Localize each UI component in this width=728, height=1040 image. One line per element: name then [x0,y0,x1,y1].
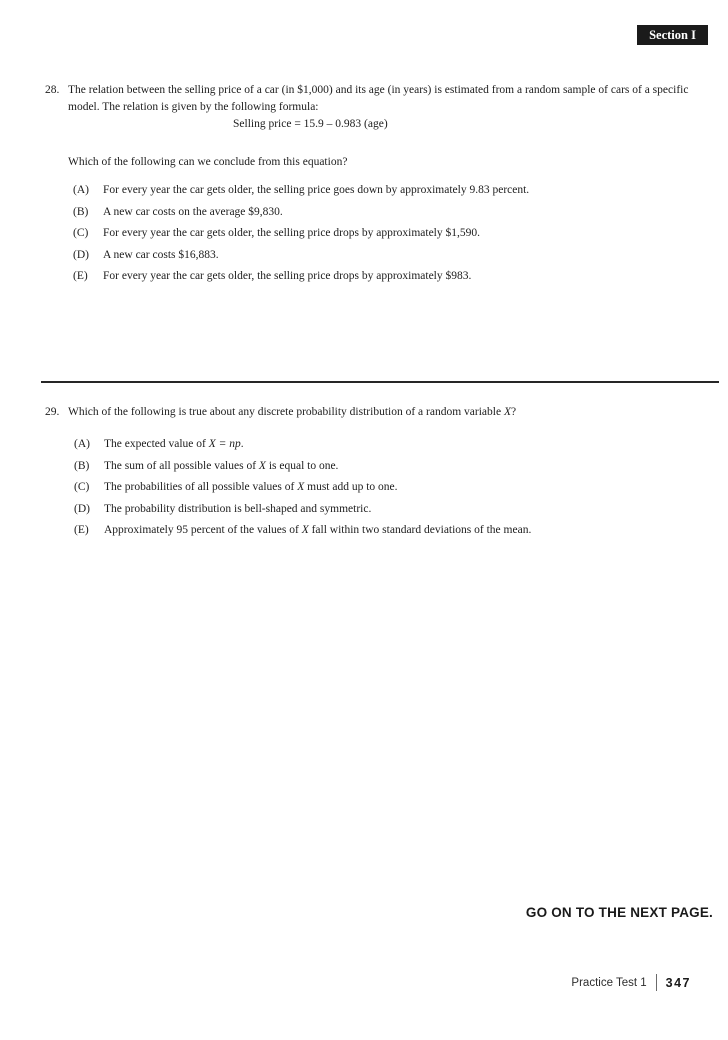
question-29-number: 29. [45,406,60,418]
question-29 [45,404,713,421]
option-letter: (E) [73,270,88,282]
option-text-pre: A new car costs $16,883. [103,248,219,261]
question-divider-rule [41,381,719,383]
option-text-em: X [258,459,266,472]
option-text-pre: The probabilities of all possible values of [104,481,298,493]
question-28-number: 28. [45,84,60,96]
option-text [103,183,718,197]
option-text-pre: The probability distribution is bell-shaped and symmetric. [104,502,372,515]
question-28-formula: Selling price = 15.9 – 0.983 (age) [233,118,388,130]
question-29-stem [68,404,708,421]
option-text [104,523,719,537]
option-text-pre: For every year the car gets older, the selling price goes down by approximately 9.83 percent. [103,184,530,196]
footer-test-label: Practice Test 1 [571,976,647,989]
question-29-option-e [74,523,719,537]
question-28-lead: Which of the following can we conclude from this equation? [68,156,348,168]
option-letter: (E) [74,524,89,536]
question-29-option-a [74,437,719,451]
go-on-instruction: GO ON TO THE NEXT PAGE. [525,905,713,920]
footer-page-number: 347 [665,975,691,990]
question-28 [45,82,713,116]
question-28-options [73,183,718,291]
footer-divider-rule [656,974,657,991]
option-text-em: X [297,481,305,493]
option-letter: (D) [74,502,90,515]
question-28-option-b [73,205,718,219]
option-text-em: X [301,524,309,536]
question-text-pre: Which of the following is true about any discrete probability distribution of a random variable [68,406,504,418]
question-29-option-d [74,502,719,516]
option-text-em: X = np [208,438,241,450]
option-text [103,226,718,240]
option-text-pre: A new car costs on the average $9,830. [103,205,283,218]
option-text-post: fall within two standard deviations of the mean. [308,524,532,536]
page-footer [571,974,691,991]
option-letter: (C) [73,227,89,239]
option-letter: (D) [73,248,89,261]
option-text-post: is equal to one. [265,459,339,472]
option-text-pre: For every year the car gets older, the selling price drops by approximately $1,590. [103,227,481,239]
option-text [104,459,719,473]
option-text [104,437,719,451]
option-text [103,269,718,283]
question-29-options [74,437,719,545]
option-text-pre: The sum of all possible values of [104,459,259,472]
option-text-pre: The expected value of [104,438,209,450]
option-text [104,480,719,494]
option-letter: (A) [73,184,89,196]
question-28-option-c [73,226,718,240]
option-text [103,205,718,219]
question-29-option-b [74,459,719,473]
question-28-option-a [73,183,718,197]
question-28-option-e [73,269,718,283]
option-text [103,248,718,262]
option-text-pre: For every year the car gets older, the selling price drops by approximately $983. [103,270,472,282]
option-text-pre: Approximately 95 percent of the values of [104,524,302,536]
option-text-post: . [240,438,244,450]
section-badge: Section I [637,25,708,45]
question-text-em: X [503,406,511,418]
question-28-option-d [73,248,718,262]
option-letter: (C) [74,481,90,493]
option-text-post: must add up to one. [304,481,398,493]
question-28-stem: The relation between the selling price of a car (in $1,000) and its age (in years) is estimated from a random sample of cars of a specific model. The relation is given by the following formula: [68,84,689,113]
option-text [104,502,719,516]
option-letter: (B) [73,205,89,218]
option-letter: (A) [74,438,90,450]
option-letter: (B) [74,459,90,472]
question-text-post: ? [510,406,517,418]
question-29-option-c [74,480,719,494]
